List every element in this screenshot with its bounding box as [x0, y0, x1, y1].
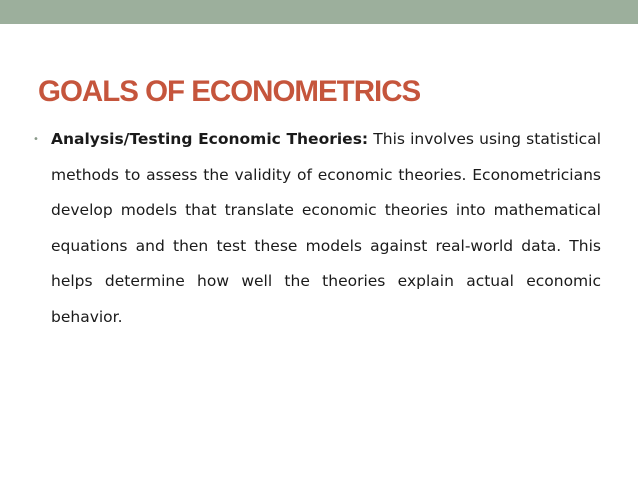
top-accent-bar — [0, 0, 638, 24]
bullet-body: This involves using statistical methods to assess the validity of economic theories. Econometricians develop models that translate economic theories into mathematical equations and then test these models against real-world data. This helps determine how well the theories explain actual economic behavior. — [51, 130, 601, 326]
slide-title: GOALS OF ECONOMETRICS — [38, 75, 421, 108]
bullet-lead: Analysis/Testing Economic Theories: — [51, 130, 369, 148]
bullet-text — [51, 122, 601, 336]
bullet-marker: • — [33, 134, 39, 145]
